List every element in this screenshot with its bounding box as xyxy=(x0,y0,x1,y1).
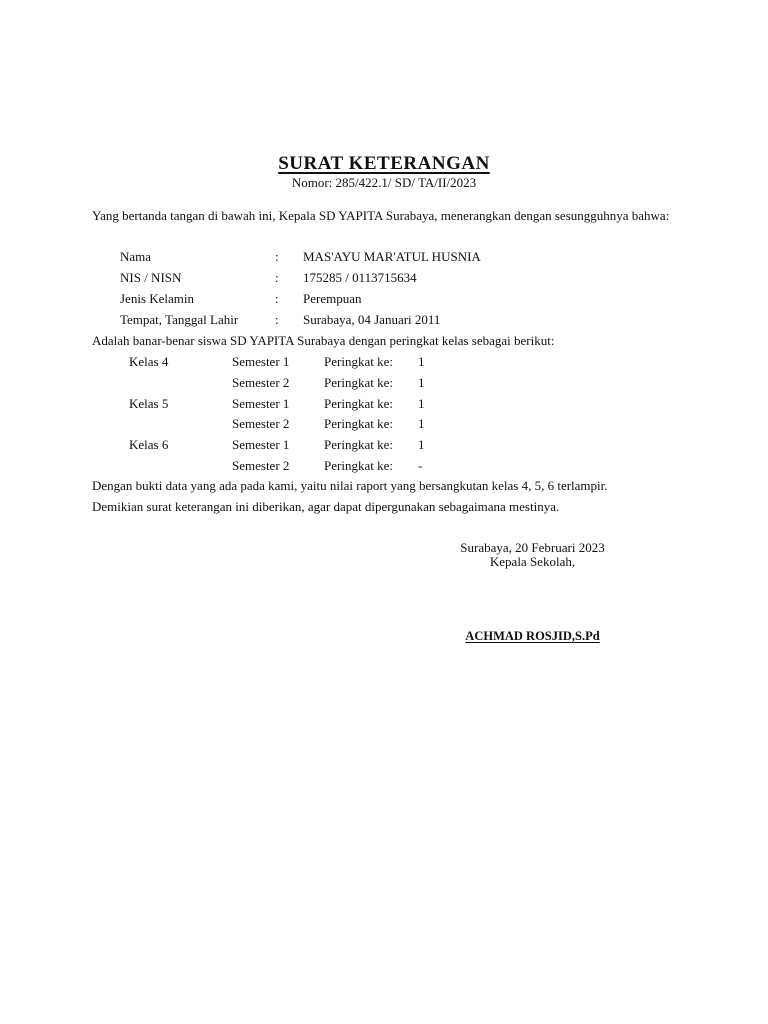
evidence-text: Dengan bukti data yang ada pada kami, yaitu nilai raport yang bersangkutan kelas 4, 5, 6 terlampir. xyxy=(92,478,608,493)
ranking-semester: Semester 1 xyxy=(232,396,290,411)
ranking-label: Peringkat ke: xyxy=(324,416,393,431)
ranking-semester: Semester 2 xyxy=(232,458,290,473)
student-separator: : xyxy=(275,270,279,285)
signature-position: Kepala Sekolah, xyxy=(489,554,576,569)
ranking-label: Peringkat ke: xyxy=(324,396,393,411)
intro-paragraph: Yang bertanda tangan di bawah ini, Kepala SD YAPITA Surabaya, menerangkan dengan sesungguhnya bahwa: xyxy=(92,208,670,223)
signature-place-date: Surabaya, 20 Februari 2023 xyxy=(460,540,605,555)
student-label: Jenis Kelamin xyxy=(120,291,195,306)
ranking-class: Kelas 6 xyxy=(129,437,169,452)
student-label: Tempat, Tanggal Lahir xyxy=(120,312,239,327)
ranking-value: 1 xyxy=(418,416,425,431)
ranking-value: 1 xyxy=(418,354,425,369)
student-value: Surabaya, 04 Januari 2011 xyxy=(303,312,441,327)
statement-text: Adalah banar-benar siswa SD YAPITA Surabaya dengan peringkat kelas sebagai berikut: xyxy=(92,333,555,348)
ranking-class: Kelas 5 xyxy=(129,396,169,411)
ranking-semester: Semester 1 xyxy=(232,354,290,369)
student-label: NIS / NISN xyxy=(120,270,182,285)
student-separator: : xyxy=(275,249,279,264)
student-label: Nama xyxy=(120,249,152,264)
ranking-semester: Semester 1 xyxy=(232,437,290,452)
ranking-label: Peringkat ke: xyxy=(324,458,393,473)
ranking-value: 1 xyxy=(418,396,425,411)
closing-text: Demikian surat keterangan ini diberikan, agar dapat dipergunakan sebagaimana mestinya. xyxy=(92,499,560,514)
student-value: 175285 / 0113715634 xyxy=(303,270,417,285)
ranking-class: Kelas 4 xyxy=(129,354,169,369)
ranking-semester: Semester 2 xyxy=(232,416,290,431)
student-separator: : xyxy=(275,312,279,327)
ranking-value: 1 xyxy=(418,375,425,390)
ranking-semester: Semester 2 xyxy=(232,375,290,390)
ranking-label: Peringkat ke: xyxy=(324,437,393,452)
ranking-label: Peringkat ke: xyxy=(324,375,393,390)
ranking-value: 1 xyxy=(418,437,425,452)
document-title: SURAT KETERANGAN xyxy=(278,153,490,174)
document-number: Nomor: 285/422.1/ SD/ TA/II/2023 xyxy=(291,175,477,190)
student-separator: : xyxy=(275,291,279,306)
student-value: MAS'AYU MAR'ATUL HUSNIA xyxy=(303,249,481,264)
ranking-value: - xyxy=(418,458,423,473)
signatory-name: ACHMAD ROSJID,S.Pd xyxy=(465,629,600,643)
ranking-label: Peringkat ke: xyxy=(324,354,393,369)
student-value: Perempuan xyxy=(303,291,362,306)
